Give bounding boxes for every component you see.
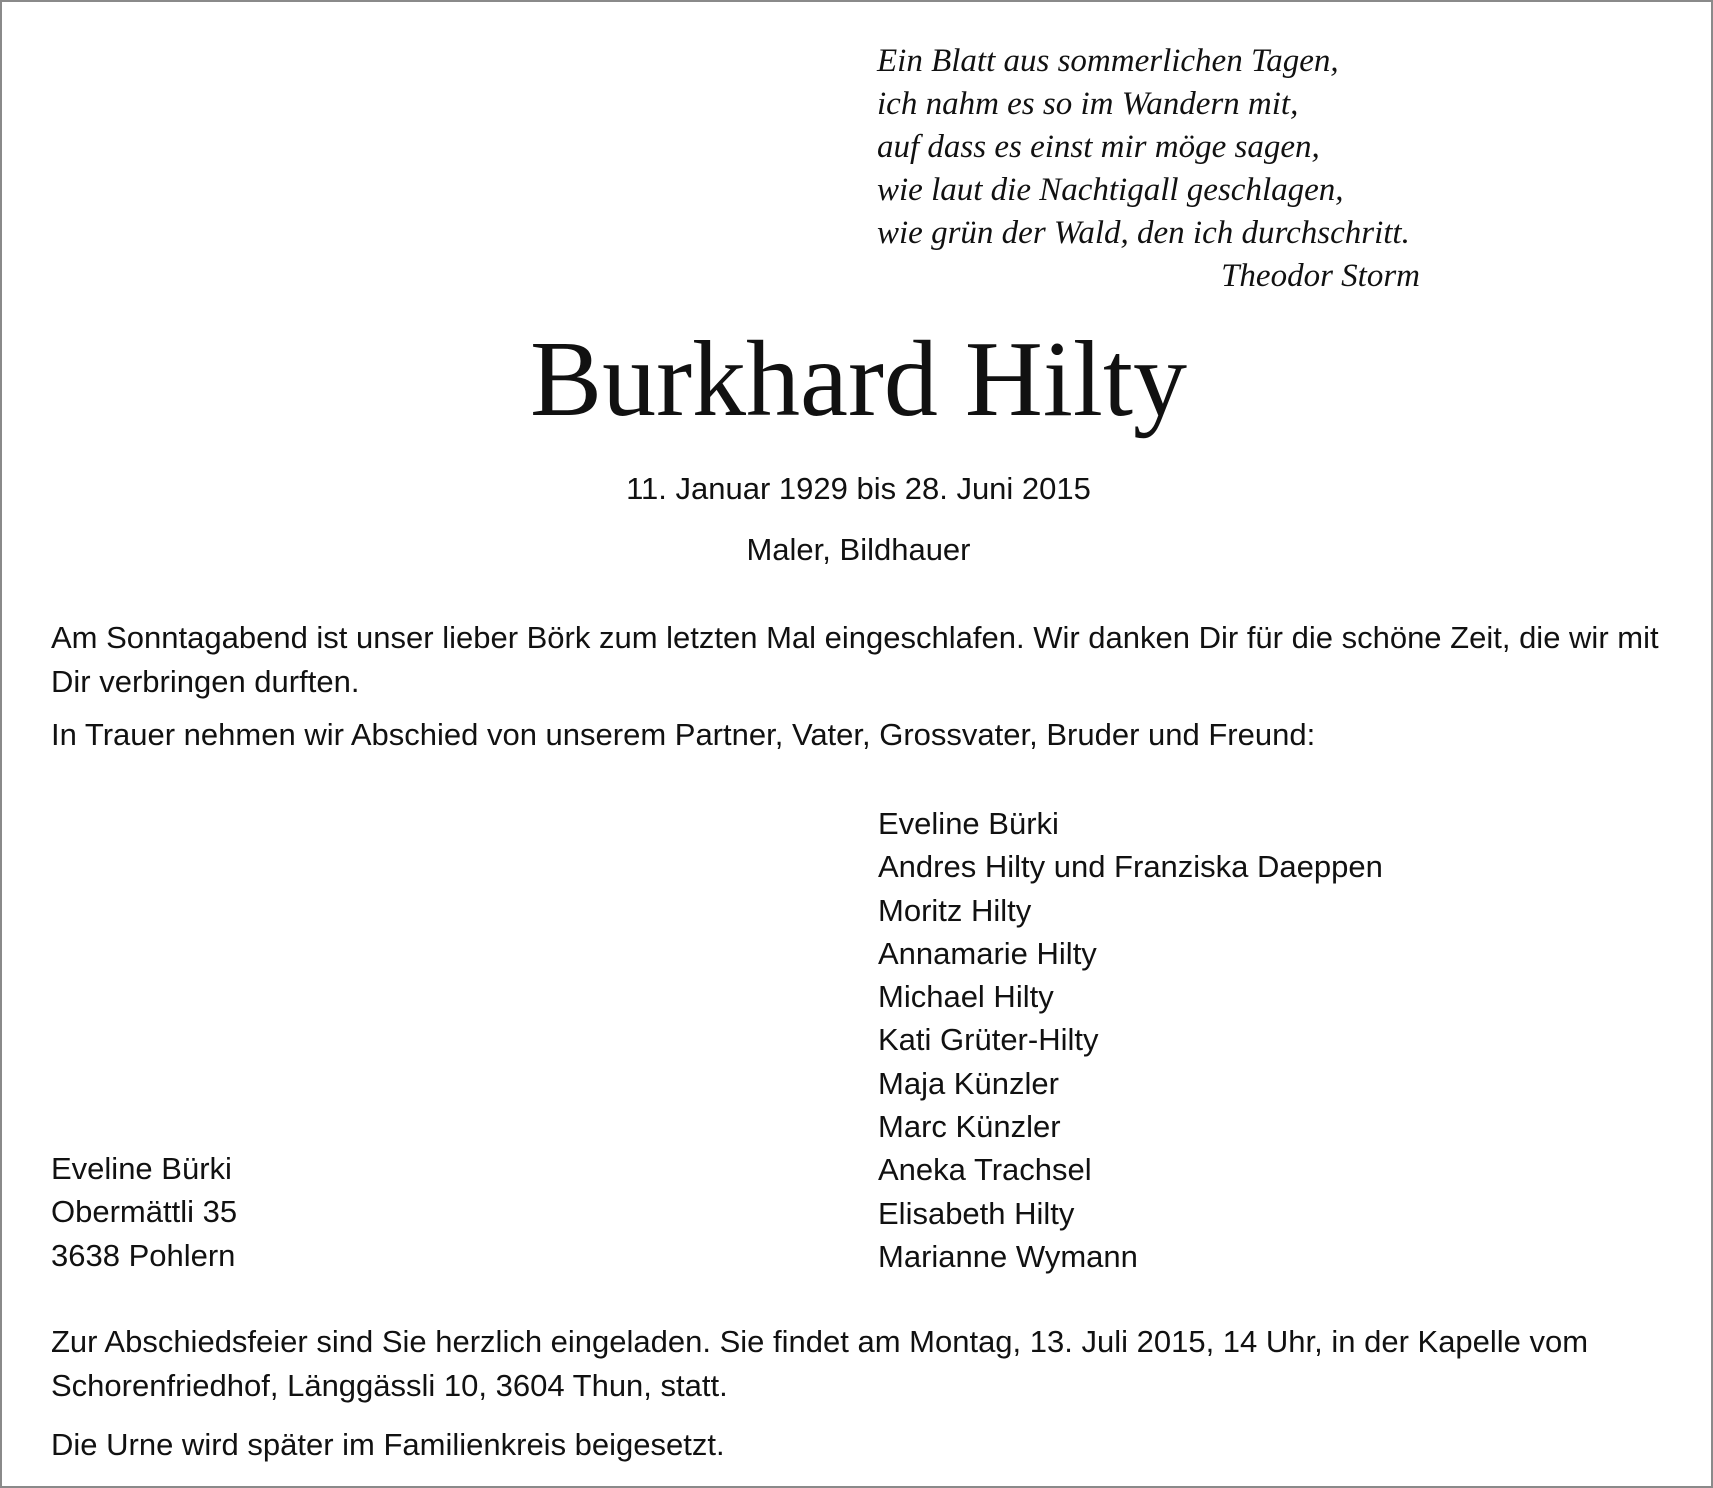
contact-address	[51, 1147, 237, 1277]
mourner-name: Marc Künzler	[878, 1109, 1061, 1145]
mourner-name: Eveline Bürki	[878, 806, 1059, 841]
poem-quote	[877, 40, 1437, 298]
mourner-name: Andres Hilty und Franziska Daeppen	[878, 849, 1383, 885]
poem-author: Theodor Storm	[1221, 258, 1420, 294]
mourner-name: Annamarie Hilty	[878, 935, 1097, 971]
mourner-name: Michael Hilty	[878, 979, 1054, 1015]
poem-line: wie laut die Nachtigall geschlagen,	[877, 172, 1344, 208]
life-dates: 11. Januar 1929 bis 28. Juni 2015	[626, 471, 1091, 506]
poem-line: auf dass es einst mir möge sagen,	[877, 129, 1320, 165]
mourner-name: Maja Künzler	[878, 1065, 1059, 1101]
urn-note: Die Urne wird später im Familienkreis beigesetzt.	[51, 1427, 725, 1462]
poem-line: ich nahm es so im Wandern mit,	[877, 86, 1299, 122]
deceased-name: Burkhard Hilty	[530, 320, 1187, 439]
mourner-name: Moritz Hilty	[878, 892, 1032, 928]
address-street: Obermättli 35	[51, 1194, 238, 1230]
mourner-name: Aneka Trachsel	[878, 1152, 1092, 1188]
address-name: Eveline Bürki	[51, 1151, 232, 1186]
profession: Maler, Bildhauer	[746, 532, 971, 567]
ceremony-invitation: Zur Abschiedsfeier sind Sie herzlich eingeladen. Sie findet am Montag, 13. Juli 2015, 14 Uhr, in der Kapelle vom Schorenfriedhof, Länggässli 10, 3604 Thun, statt.	[51, 1324, 1589, 1403]
mourner-name: Marianne Wymann	[878, 1238, 1138, 1274]
poem-line: wie grün der Wald, den ich durchschritt.	[877, 215, 1410, 251]
address-city: 3638 Pohlern	[51, 1237, 236, 1273]
poem-line: Ein Blatt aus sommerlichen Tagen,	[877, 43, 1339, 79]
mourner-name: Kati Grüter-Hilty	[878, 1022, 1099, 1058]
mourner-name: Elisabeth Hilty	[878, 1195, 1075, 1231]
mourning-statement: In Trauer nehmen wir Abschied von unserem Partner, Vater, Grossvater, Bruder und Freund:	[51, 717, 1316, 752]
mourners-list	[878, 802, 1383, 1278]
farewell-message: Am Sonntagabend ist unser lieber Börk zum letzten Mal eingeschlafen. Wir danken Dir für die schöne Zeit, die wir mit Dir verbringen durften.	[51, 620, 1659, 699]
